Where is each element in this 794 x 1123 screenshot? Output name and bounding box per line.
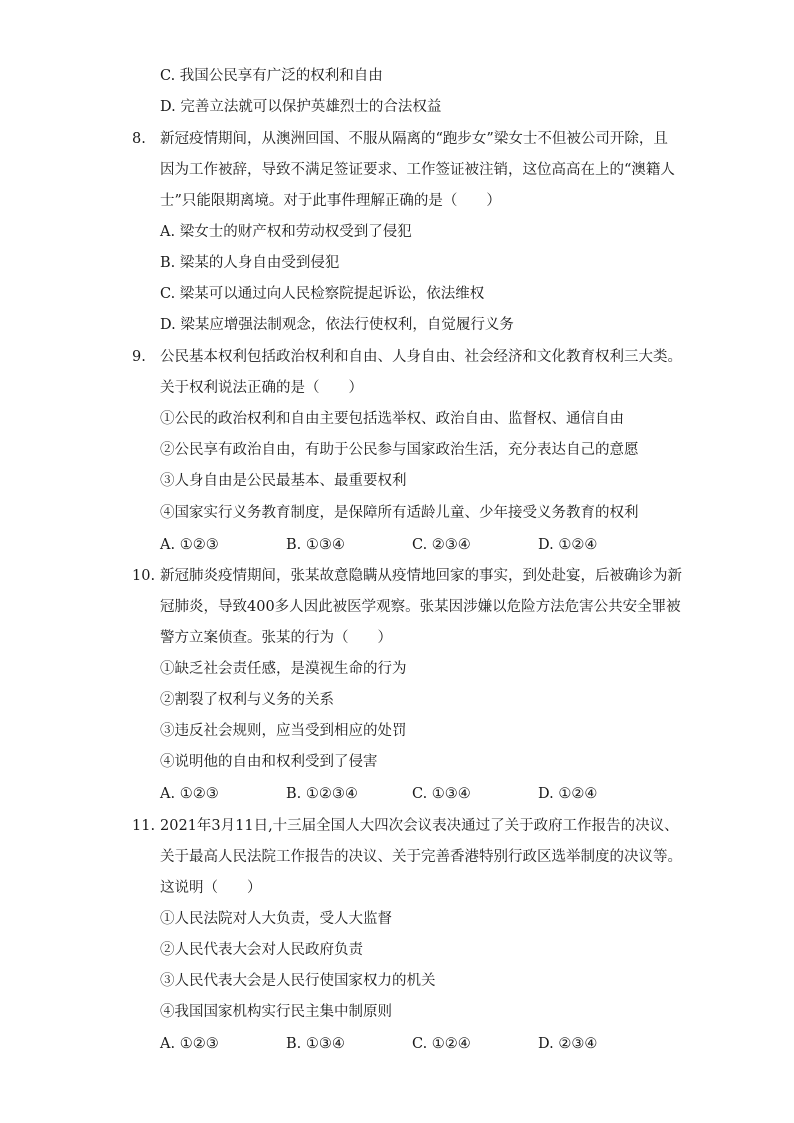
q9-stem-line-2: 关于权利说法正确的是（ ） bbox=[160, 380, 363, 396]
q11-choice-d: D. ②③④ bbox=[538, 1036, 598, 1052]
q10-stem-line-1: 新冠肺炎疫情期间，张某故意隐瞒从疫情地回家的事实，到处赴宴，后被确诊为新 bbox=[160, 568, 682, 584]
q9-number: 9. bbox=[132, 349, 146, 365]
q8-option-a: A. 梁女士的财产权和劳动权受到了侵犯 bbox=[160, 224, 412, 240]
q10-number: 10. bbox=[132, 568, 156, 584]
q10-choice-b: B. ①②③④ bbox=[286, 786, 358, 802]
q8-option-d: D. 梁某应增强法制观念，依法行使权利，自觉履行义务 bbox=[160, 317, 514, 333]
q8-stem-line-3: 士”只能限期离境。对于此事件理解正确的是（ ） bbox=[160, 193, 501, 209]
q10-choice-c: C. ①③④ bbox=[412, 786, 471, 802]
q11-stem-line-2: 关于最高人民法院工作报告的决议、关于完善香港特别行政区选举制度的决议等。 bbox=[160, 849, 682, 865]
q8-stem-line-1: 新冠疫情期间，从澳洲回国、不服从隔离的“跑步女”梁女士不但被公司开除，且 bbox=[160, 131, 668, 147]
q10-choice-d: D. ①②④ bbox=[538, 786, 598, 802]
q11-stem-line-3: 这说明（ ） bbox=[160, 880, 262, 896]
q11-item-3: ③人民代表大会是人民行使国家权力的机关 bbox=[160, 973, 436, 989]
q8-option-c: C. 梁某可以通过向人民检察院提起诉讼，依法维权 bbox=[160, 286, 485, 302]
q9-item-3: ③人身自由是公民最基本、最重要权利 bbox=[160, 473, 407, 489]
q9-choice-c: C. ②③④ bbox=[412, 537, 471, 553]
q8-stem-line-2: 因为工作被辞，导致不满足签证要求、工作签证被注销，这位高高在上的“澳籍人 bbox=[160, 162, 675, 178]
q9-choice-a: A. ①②③ bbox=[160, 537, 219, 553]
q7-option-c: C. 我国公民享有广泛的权利和自由 bbox=[160, 68, 383, 84]
q10-item-1: ①缺乏社会责任感，是漠视生命的行为 bbox=[160, 661, 407, 677]
q7-option-d: D. 完善立法就可以保护英雄烈士的合法权益 bbox=[160, 99, 442, 115]
q9-item-2: ②公民享有政治自由，有助于公民参与国家政治生活，充分表达自己的意愿 bbox=[160, 442, 639, 458]
q11-stem-line-1: 2021年3月11日,十三届全国人大四次会议表决通过了关于政府工作报告的决议、 bbox=[160, 818, 679, 834]
q8-option-b: B. 梁某的人身自由受到侵犯 bbox=[160, 255, 340, 271]
q10-choice-a: A. ①②③ bbox=[160, 786, 219, 802]
q9-item-4: ④国家实行义务教育制度，是保障所有适龄儿童、少年接受义务教育的权利 bbox=[160, 505, 639, 521]
q8-number: 8. bbox=[132, 131, 146, 147]
q10-item-2: ②割裂了权利与义务的关系 bbox=[160, 692, 334, 708]
q10-stem-line-3: 警方立案侦查。张某的行为（ ） bbox=[160, 630, 392, 646]
q11-item-4: ④我国国家机构实行民主集中制原则 bbox=[160, 1004, 392, 1020]
q9-stem-line-1: 公民基本权利包括政治权利和自由、人身自由、社会经济和文化教育权利三大类。 bbox=[160, 349, 682, 365]
q10-item-3: ③违反社会规则，应当受到相应的处罚 bbox=[160, 723, 407, 739]
q11-choice-b: B. ①③④ bbox=[286, 1036, 345, 1052]
q11-choice-c: C. ①②④ bbox=[412, 1036, 471, 1052]
q11-item-1: ①人民法院对人大负责，受人大监督 bbox=[160, 911, 392, 927]
q11-number: 11. bbox=[132, 818, 156, 834]
q9-item-1: ①公民的政治权利和自由主要包括选举权、政治自由、监督权、通信自由 bbox=[160, 411, 624, 427]
q11-item-2: ②人民代表大会对人民政府负责 bbox=[160, 942, 363, 958]
q10-item-4: ④说明他的自由和权利受到了侵害 bbox=[160, 754, 378, 770]
q10-stem-line-2: 冠肺炎，导致400多人因此被医学观察。张某因涉嫌以危险方法危害公共安全罪被 bbox=[160, 599, 681, 615]
q9-choice-d: D. ①②④ bbox=[538, 537, 598, 553]
q9-choice-b: B. ①③④ bbox=[286, 537, 345, 553]
q11-choice-a: A. ①②③ bbox=[160, 1036, 219, 1052]
